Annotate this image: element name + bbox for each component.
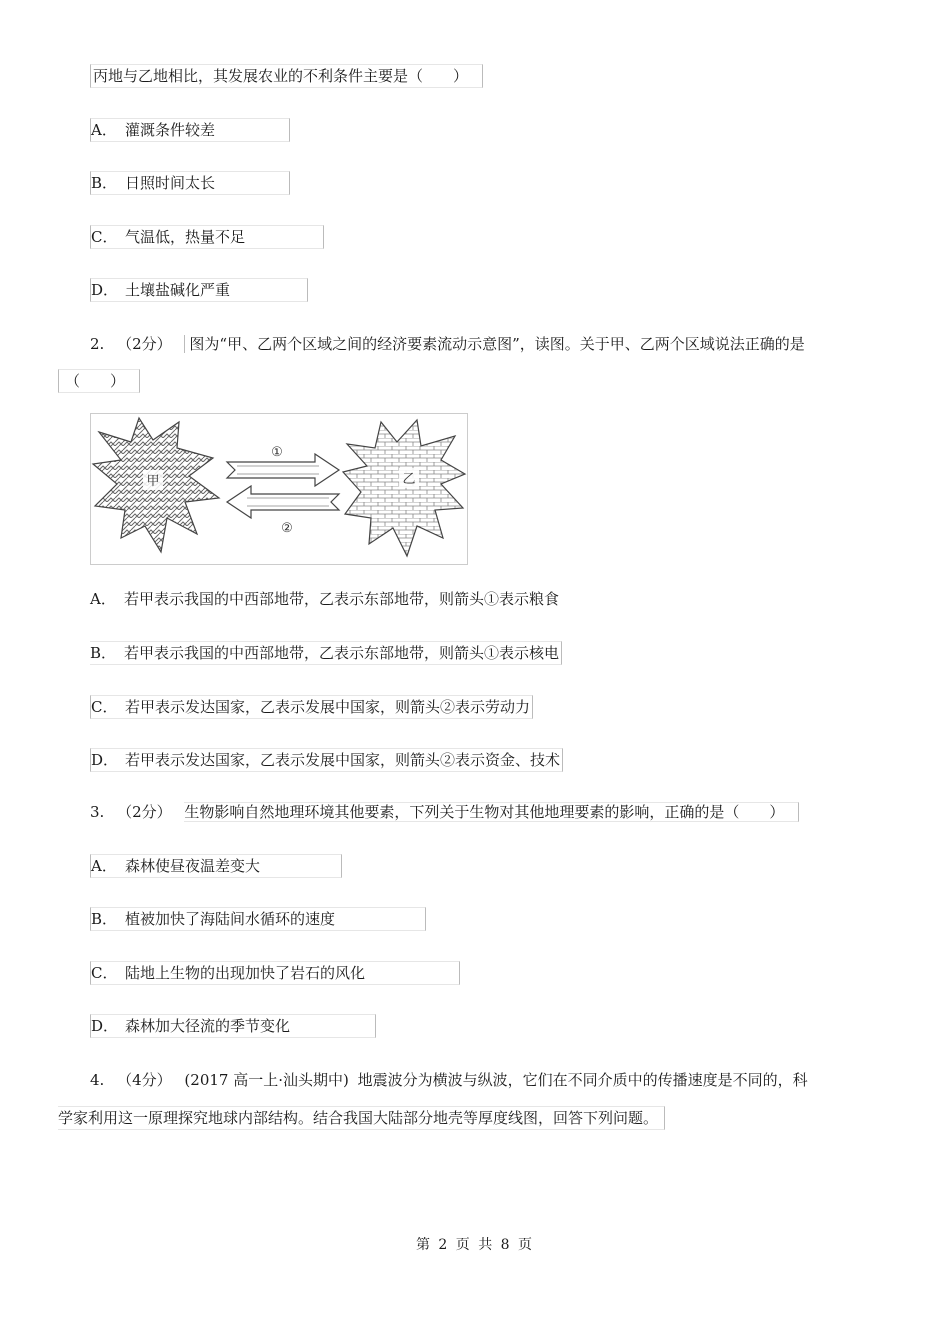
- q3-option-d[interactable]: [90, 1014, 376, 1038]
- q2-option-c[interactable]: [90, 695, 533, 719]
- q2-stem: 图为“甲、乙两个区域之间的经济要素流动示意图”，读图。关于甲、乙两个区域说法正确的是: [184, 335, 804, 353]
- option-label: C．: [91, 228, 118, 246]
- option-label: B．: [91, 174, 118, 192]
- option-label: D．: [91, 1017, 119, 1035]
- option-text: 灌溉条件较差: [125, 121, 216, 139]
- q1-option-c[interactable]: [90, 225, 324, 249]
- option-text: 气温低，热量不足: [125, 228, 246, 246]
- option-label: A．: [91, 857, 117, 875]
- q3-header: [90, 801, 799, 823]
- arrow-1-right: [227, 454, 339, 486]
- option-label: C．: [91, 698, 118, 716]
- q4-header: [90, 1069, 808, 1091]
- option-text: 若甲表示我国的中西部地带，乙表示东部地带，则箭头①表示粮食: [124, 590, 560, 608]
- option-label: D．: [91, 281, 119, 299]
- option-text: 若甲表示我国的中西部地带，乙表示东部地带，则箭头①表示核电: [124, 644, 560, 662]
- q2-option-b[interactable]: [90, 641, 562, 665]
- option-text: 若甲表示发达国家，乙表示发展中国家，则箭头②表示资金、技术: [125, 751, 561, 769]
- option-text: 若甲表示发达国家，乙表示发展中国家，则箭头②表示劳动力: [125, 698, 531, 716]
- arrow-1-label: ①: [271, 445, 283, 460]
- q3-stem: 生物影响自然地理环境其他要素，下列关于生物对其他地理要素的影响，正确的是（ ）: [184, 802, 799, 822]
- arrow-2-left: [227, 486, 339, 518]
- q1-option-d[interactable]: [90, 278, 308, 302]
- q1-option-a[interactable]: [90, 118, 290, 142]
- q4-stem-continued: 学家利用这一原理探究地球内部结构。结合我国大陆部分地壳等厚度线图，回答下列问题。: [58, 1106, 665, 1130]
- option-label: B．: [91, 910, 118, 928]
- arrow-2-label: ②: [281, 521, 293, 536]
- question-score: （2分）: [117, 335, 172, 353]
- option-label: B．: [90, 644, 117, 662]
- q3-option-a[interactable]: [90, 854, 342, 878]
- q3-option-b[interactable]: [90, 907, 426, 931]
- region-b-label: 乙: [402, 472, 416, 487]
- option-label: A．: [90, 590, 116, 608]
- option-text: 植被加快了海陆间水循环的速度: [125, 910, 336, 928]
- q2-option-d[interactable]: [90, 748, 563, 772]
- economic-flow-diagram: [90, 413, 468, 565]
- question-number: 3.: [90, 803, 105, 821]
- page-footer: 第 2 页 共 8 页: [415, 1237, 535, 1253]
- question-number: 2.: [90, 335, 105, 353]
- option-text: 土壤盐碱化严重: [125, 281, 231, 299]
- option-label: C．: [91, 964, 118, 982]
- q3-option-c[interactable]: [90, 961, 460, 985]
- question-source: (2017 高一上·汕头期中): [184, 1071, 349, 1089]
- option-text: 森林加大径流的季节变化: [125, 1017, 291, 1035]
- question-score: （4分）: [117, 1071, 172, 1089]
- option-text: 陆地上生物的出现加快了岩石的风化: [125, 964, 366, 982]
- option-label: A．: [91, 121, 117, 139]
- q2-stem-continued: （ ）: [58, 369, 140, 393]
- question-score: （2分）: [117, 803, 172, 821]
- q4-stem: 地震波分为横波与纵波，它们在不同介质中的传播速度是不同的，科: [357, 1071, 808, 1089]
- region-a-label: 甲: [146, 474, 160, 489]
- q2-header: [90, 333, 805, 355]
- option-label: D．: [91, 751, 119, 769]
- q2-option-a[interactable]: [90, 588, 559, 610]
- question-number: 4.: [90, 1071, 105, 1089]
- q1-option-b[interactable]: [90, 171, 290, 195]
- flow-diagram-svg: [91, 414, 467, 564]
- option-text: 森林使昼夜温差变大: [125, 857, 261, 875]
- q1-stem: 丙地与乙地相比，其发展农业的不利条件主要是（ ）: [90, 64, 483, 88]
- option-text: 日照时间太长: [125, 174, 216, 192]
